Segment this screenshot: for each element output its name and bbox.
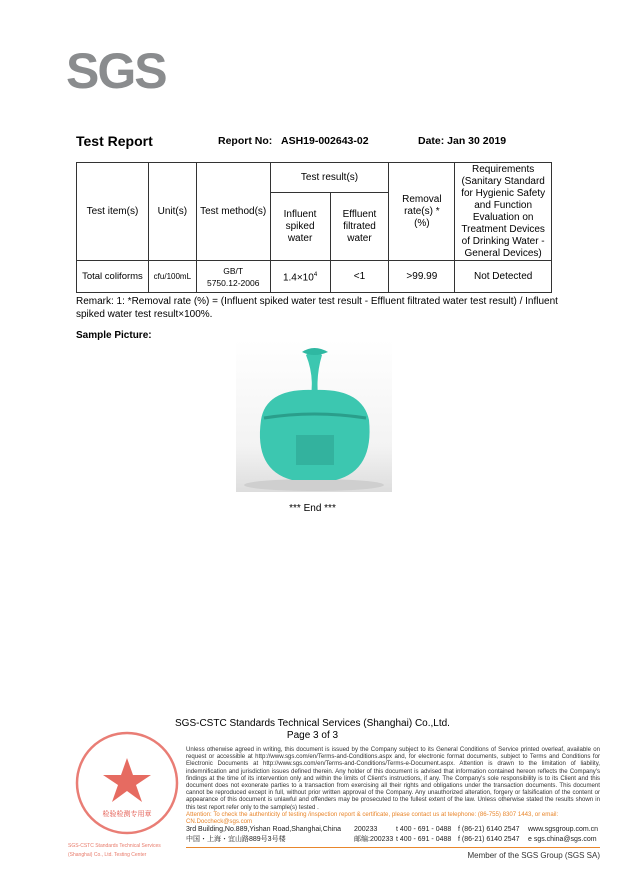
telephone: t 400 - 691 - 0488	[396, 836, 452, 844]
address: 3rd Building,No.889,Yishan Road,Shanghai,China	[186, 826, 342, 834]
report-no: ASH19-002643-02	[281, 135, 369, 147]
cell-influent	[270, 261, 330, 293]
fax: f (86-21) 6140 2547	[458, 836, 520, 844]
results-table	[76, 162, 552, 293]
email: e sgs.china@sgs.com	[528, 836, 597, 844]
report-no-label: Report No:	[218, 135, 273, 147]
header-requirements: Requirements (Sanitary Standard for Hygienic Safety and Function Evaluation on Treatment Devices of Drinking Water - General Devices)	[455, 163, 552, 261]
cell-requirement: Not Detected	[455, 261, 552, 293]
footer-block	[186, 746, 600, 860]
header-influent: Influent spiked water	[270, 193, 330, 261]
sample-label: Sample Picture:	[76, 330, 152, 341]
header-removal: Removal rate(s) * (%)	[389, 163, 455, 261]
company-name: SGS-CSTC Standards Technical Services (Shanghai) Co.,Ltd.	[175, 718, 450, 729]
website: www.sgsgroup.com.cn	[528, 826, 599, 834]
header-unit: Unit(s)	[148, 163, 196, 261]
page-title: Test Report	[76, 133, 153, 149]
member-note: Member of the SGS Group (SGS SA)	[467, 851, 600, 861]
stamp-side-text: SGS-CSTC Standards Technical Services (Shanghai) Co., Ltd. Testing Center	[68, 843, 161, 858]
cell-effluent: <1	[330, 261, 389, 293]
header-method: Test method(s)	[196, 163, 270, 261]
disclaimer: Unless otherwise agreed in writing, this document is issued by the Company subject to its General Conditions of Service printed overleaf, available on request or accessible at http://www.sgs.com/en/Terms-and-Conditions.aspx and, for electronic format documents, subject to Terms and Conditions for Electronic Documents at http://www.sgs.com/en/Terms-and-Conditions/Terms-e-Document.aspx. Attention is drawn to the limitation of liability, indemnification and jurisdiction issues defined therein. Any holder of this document is advised that information contained hereon reflects the Company's findings at the time of its intervention only and within the limits of Client's instructions, if any. The Company's sole responsibility is to its Client and this document does not exonerate parties to a transaction from exercising all their rights and obligations under the transaction documents. This document cannot be reproduced except in full, without prior written approval of the Company. Any unauthorized alteration, forgery or falsification of the content or appearance of this document is unlawful and offenders may be prosecuted to the fullest extent of the law. Unless otherwise stated the results shown in this test report refer only to the sample(s) tested .	[186, 746, 600, 811]
header-item: Test item(s)	[77, 163, 149, 261]
attention-notice: Attention: To check the authenticity of testing /inspection report & certificate, please contact us at telephone: (86-755) 8307 1443, or email: CN.Doccheck@sgs.com	[186, 810, 559, 826]
footer-divider	[186, 847, 600, 848]
report-date: Date: Jan 30 2019	[418, 135, 507, 147]
influent-value: 1.4×10	[282, 272, 314, 284]
remark: Remark: 1: *Removal rate (%) = (Influent spiked water test result - Effluent filtrated water test result) / Influent spiked water test result×100%.	[76, 296, 558, 320]
postcode: 200233	[354, 826, 378, 834]
address-en	[186, 825, 600, 835]
company-stamp	[72, 728, 182, 838]
page-number: Page 3 of 3	[286, 730, 339, 741]
cell-removal: >99.99	[389, 261, 455, 293]
telephone: t 400 - 691 - 0488	[396, 826, 452, 834]
postcode: 邮编:200233	[354, 836, 394, 844]
table-row	[77, 261, 552, 293]
cell-method: GB/T 5750.12-2006	[196, 261, 270, 293]
influent-exponent: 4	[313, 271, 318, 278]
fax: f (86-21) 6140 2547	[458, 826, 520, 834]
header-effluent: Effluent filtrated water	[330, 193, 389, 261]
address-cn	[186, 835, 600, 845]
sgs-logo: SGS	[66, 43, 166, 99]
end-marker: *** End ***	[289, 503, 336, 514]
address: 中国・上海・宜山路889号3号楼	[186, 836, 286, 844]
cell-item: Total coliforms	[77, 261, 149, 293]
sample-photo	[236, 340, 392, 492]
header-result: Test result(s)	[270, 163, 389, 193]
cell-unit: cfu/100mL	[148, 261, 196, 293]
svg-text:检验检测专用章: 检验检测专用章	[102, 810, 152, 818]
